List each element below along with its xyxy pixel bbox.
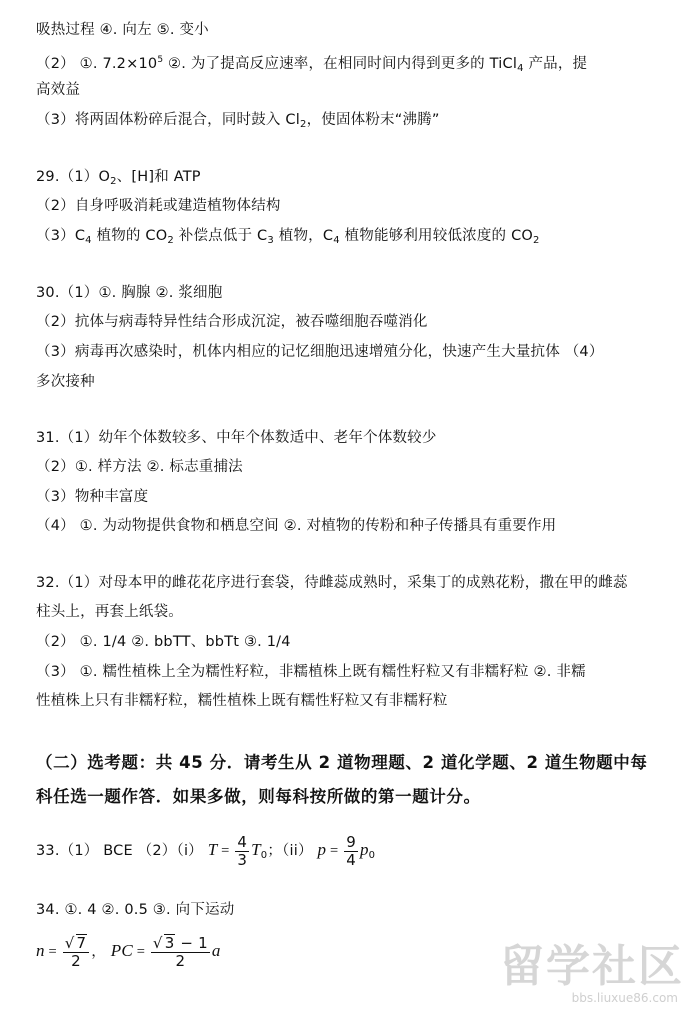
q32-line-4: （3） ①. 糯性植株上全为糯性籽粒，非糯植株上既有糯性籽粒又有非糯籽粒 ②. 非糯 — [36, 664, 586, 680]
q29-line-3: $(3)C_4$ 植物的 $CO_2$ 补偿点低于 $C_3$ 植物，$C_4$ 植物能够利用较低浓度的 $CO_2$ — [36, 228, 540, 246]
fraction-9-4: $\frac{9}{4}$ — [346, 832, 356, 869]
line-4: （3）将两固体粉碎后混合，同时鼓入 $Cl_2$，使固体粉末“沸腾” — [36, 112, 440, 130]
fraction-sqrt3-minus-1-over-2: $\frac{√ 3 - 1}{2}$ — [152, 934, 208, 970]
q32-line-3: （2） ①. 1/4 ②. bbTT、bbTt ③. 1/4 — [36, 634, 291, 650]
q31-line-3: （3）物种丰富度 — [36, 489, 149, 505]
section-heading-line-1: （二）选考题：共 45 分．请考生从 2 道物理题、2 道化学题、2 道生物题中每 — [36, 753, 648, 772]
q32-line-2: 柱头上，再套上纸袋。 — [36, 604, 183, 620]
q30-line-4: 多次接种 — [36, 374, 95, 390]
watermark-url: bbs.liuxue86.com — [571, 991, 678, 1005]
q33-line: 33.（1） BCE （2）（i） T = $\frac{4}{3}$ $T_0$；（ii） p = $\frac{9}{4}$ $p_0$ — [36, 832, 376, 869]
q32-line-5: 性植株上只有非糯籽粒，糯性植株上既有糯性籽粒又有非糯籽粒 — [36, 693, 448, 709]
q32-line-1: 32.（1）对母本甲的雌花花序进行套袋，待雌蕊成熟时，采集丁的成熟花粉，撒在甲的雌蕊 — [36, 575, 628, 591]
q34-formula-line: n = $\frac{√ 7}{2}$ ， PC = $\frac{√ 3 - 1}{2}$ a — [36, 934, 221, 970]
section-heading-line-2: 科任选一题作答．如果多做，则每科按所做的第一题计分。 — [36, 787, 481, 806]
sqrt-sign: √ — [152, 934, 163, 952]
q34-line-1: 34. ①. 4 ②. 0.5 ③. 向下运动 — [36, 902, 235, 918]
line-1: 吸热过程 ④. 向左 ⑤. 变小 — [36, 22, 209, 38]
q31-line-2: （2）①. 样方法 ②. 标志重捕法 — [36, 459, 243, 475]
fraction-sqrt7-2: $\frac{√ 7}{2}$ — [63, 934, 90, 970]
watermark — [500, 943, 684, 1005]
sqrt-sign: √ — [64, 934, 75, 952]
q31-line-4: （4） ①. 为动物提供食物和栖息空间 ②. 对植物的传粉和种子传播具有重要作用 — [36, 518, 557, 534]
line-2: （2） ①. $7.2\times 10^5$ ②. 为了提高反应速率，在相同时间内得到更多的 TiCl$_4$ 产品，提 — [36, 55, 588, 74]
line-3: 高效益 — [36, 82, 81, 98]
q29-line-2: （2）自身呼吸消耗或建造植物体结构 — [36, 198, 281, 214]
q31-line-1: 31.（1）幼年个体数较多、中年个体数适中、老年个体数较少 — [36, 430, 437, 446]
q30-line-3: （3）病毒再次感染时，机体内相应的记忆细胞迅速增殖分化，快速产生大量抗体 （4） — [36, 344, 604, 360]
q29-line-1: $29.(1)O_2$、[H]和 ATP — [36, 169, 201, 187]
fraction-4-3: $\frac{4}{3}$ — [237, 832, 248, 869]
watermark-logo: 留学社区 — [500, 941, 684, 992]
q30-line-1: 30.（1）①. 胸腺 ②. 浆细胞 — [36, 285, 223, 301]
q30-line-2: （2）抗体与病毒特异性结合形成沉淀，被吞噬细胞吞噬消化 — [36, 314, 428, 330]
